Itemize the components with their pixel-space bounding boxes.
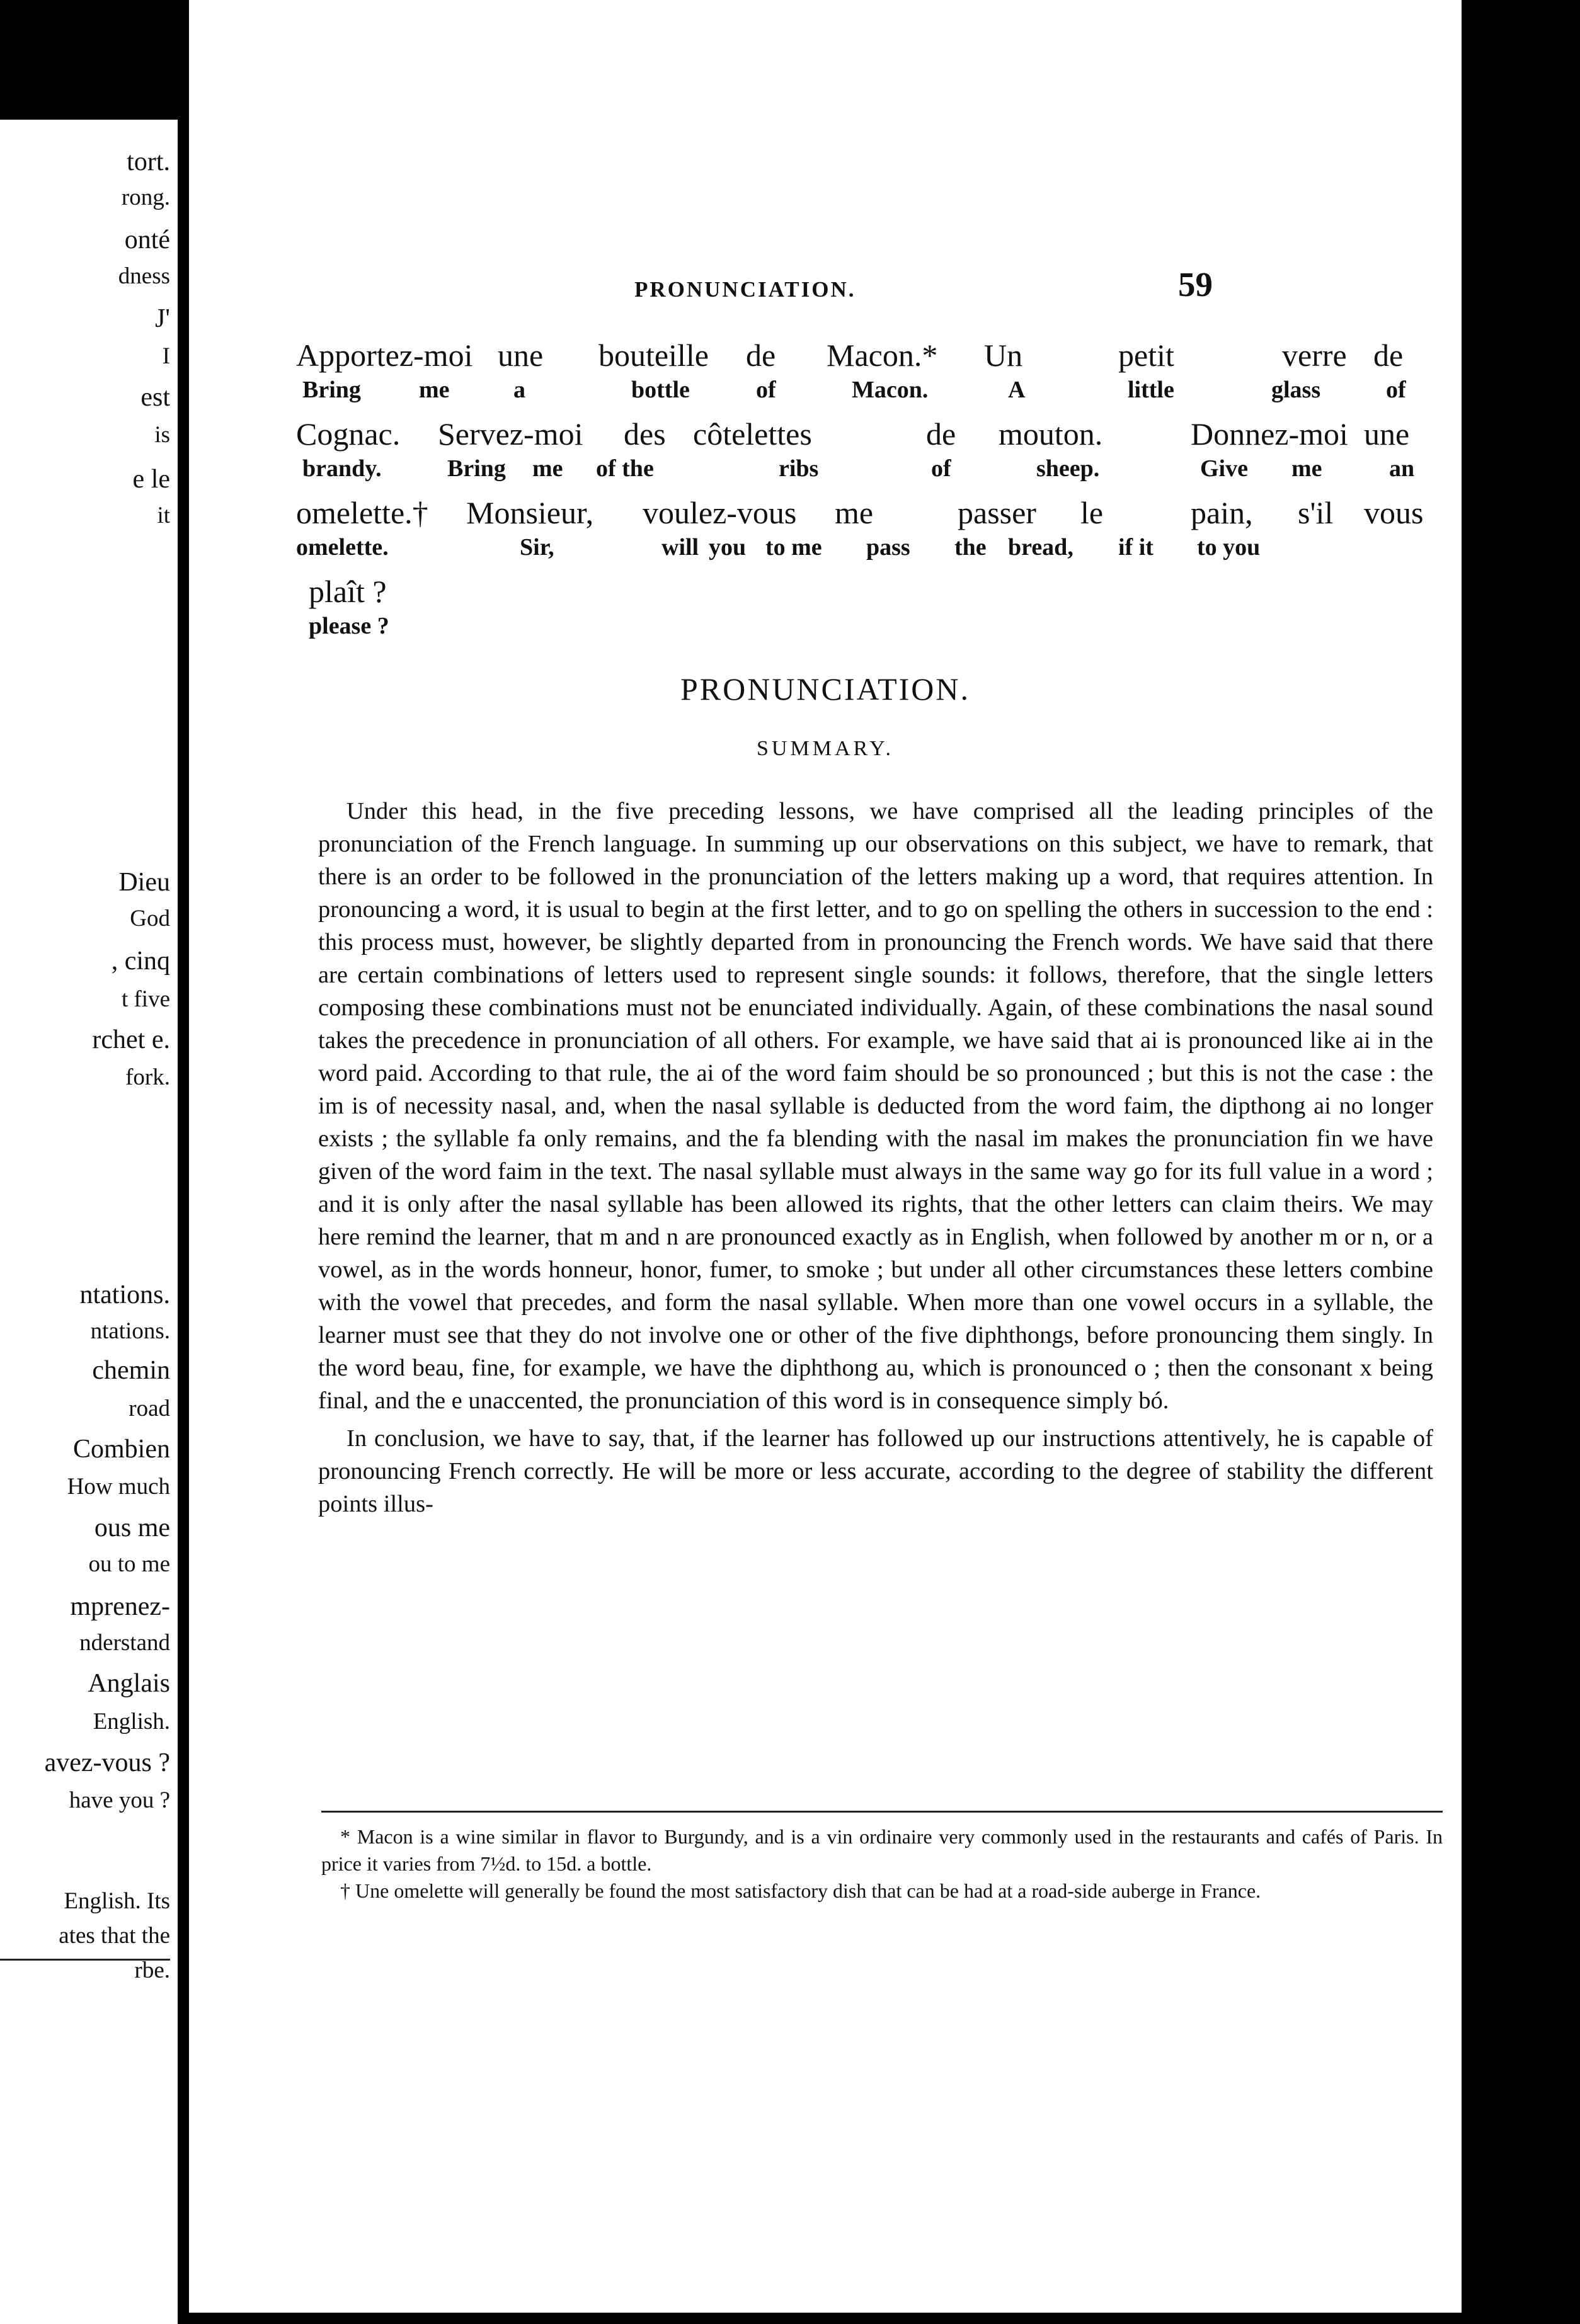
english-word: me [1291, 455, 1322, 482]
french-word: de [746, 338, 776, 373]
running-header [189, 265, 1462, 309]
french-word: plaît ? [309, 574, 387, 609]
english-word: me [532, 455, 563, 482]
english-word: sheep. [1036, 455, 1100, 482]
book-gutter [178, 120, 184, 2324]
english-word: A [1008, 377, 1026, 403]
left-page-line: ous me [94, 1513, 170, 1542]
french-word: côtelettes [693, 416, 812, 452]
body-paragraph: In conclusion, we have to say, that, if the learner has followed up our instructions attentively, he is capable of pronouncing French correctly. He will be more or less accurate, according to the degree of stability the different points illus- [318, 1425, 1433, 1517]
french-word: passer [958, 495, 1036, 530]
english-word: the [954, 534, 987, 561]
left-page-line: chemin [92, 1356, 170, 1385]
french-word: Monsieur, [466, 495, 594, 530]
page-59 [189, 0, 1462, 2313]
footnotes [321, 1823, 1443, 1905]
english-word: little [1128, 377, 1174, 403]
english-word: if it [1118, 534, 1154, 561]
english-word: of [1386, 377, 1406, 403]
french-word: Donnez-moi [1191, 416, 1348, 452]
french-word: une [1364, 416, 1410, 452]
section-subtitle: SUMMARY. [757, 737, 894, 760]
left-page-line: dness [118, 263, 170, 289]
french-word: de [1373, 338, 1404, 373]
left-page-line: God [130, 906, 170, 931]
footnote-rule [321, 1811, 1443, 1813]
french-word: Macon.* [827, 338, 938, 373]
english-word: omelette. [296, 534, 389, 561]
left-page-line: t five [121, 986, 170, 1012]
english-word: Macon. [852, 377, 929, 403]
footnote: † Une omelette will generally be found the most satisfactory dish that can be had at a road-side auberge in France. [340, 1879, 1261, 1902]
left-page-line: Combien [73, 1435, 170, 1464]
french-word: voulez-vous [643, 495, 797, 530]
english-word: will [661, 534, 699, 561]
left-page-line: have you ? [69, 1787, 170, 1813]
left-page-line: road [129, 1396, 170, 1421]
left-page-line: How much [67, 1474, 170, 1500]
english-word: of [931, 455, 951, 482]
french-word: de [926, 416, 956, 452]
left-page-line: rong. [121, 185, 170, 210]
left-page-line: it [157, 503, 170, 528]
english-word: Bring [447, 455, 506, 482]
left-page-line: is [154, 422, 170, 448]
left-page-line: English. [93, 1709, 170, 1734]
french-word: Servez-moi [438, 416, 583, 452]
left-page-line: ntations. [79, 1280, 170, 1309]
left-page-line: Anglais [88, 1669, 170, 1698]
english-word: pass [866, 534, 910, 561]
left-page-line: ates that the [59, 1923, 170, 1949]
left-page-line: , cinq [111, 947, 170, 976]
french-word: s'il [1298, 495, 1334, 530]
english-word: you [709, 534, 747, 561]
left-page-line: est [140, 383, 170, 412]
french-word: Apportez-moi [296, 338, 473, 373]
section-title: PRONUNCIATION. [680, 671, 971, 707]
french-word: vous [1364, 495, 1424, 530]
english-word: Give [1200, 455, 1248, 482]
english-word: bread, [1008, 534, 1073, 561]
french-word: bouteille [598, 338, 709, 373]
french-word: des [624, 416, 666, 452]
previous-page-fragment [0, 120, 178, 2324]
english-word: to you [1197, 534, 1261, 561]
english-word: to me [765, 534, 822, 561]
french-word: mouton. [999, 416, 1103, 452]
english-word: a [513, 377, 525, 403]
footnote: * Macon is a wine similar in flavor to Burgundy, and is a vin ordinaire very commonly used in the restaurants and cafés of Paris. In price it varies from 7½d. to 15d. a bottle. [321, 1825, 1443, 1875]
left-page-line: tort. [127, 147, 170, 176]
english-word: please ? [309, 613, 389, 639]
french-word: une [498, 338, 544, 373]
left-page-line: onté [124, 225, 170, 254]
french-word: me [835, 495, 874, 530]
english-word: me [419, 377, 450, 403]
left-page-line: rchet e. [92, 1025, 170, 1054]
english-word: brandy. [302, 455, 382, 482]
french-word: le [1080, 495, 1104, 530]
french-word: pain, [1191, 495, 1253, 530]
page-number: 59 [1178, 265, 1213, 304]
left-page-line: avez-vous ? [44, 1748, 170, 1777]
left-page-line: Dieu [118, 868, 170, 897]
english-word: of [756, 377, 776, 403]
french-word: Un [984, 338, 1023, 373]
body-paragraph: Under this head, in the five preceding lessons, we have comprised all the leading principles of the pronunciation of the French language. In summing up our observations on this subject, we have to remark, that there is an order to be followed in the pronunciation of the letters making up a word, that requires attention. In pronouncing a word, it is usual to begin at the first letter, and to go on spelling the others in succession to the end : this process must, however, be slightly departed from in pronouncing the French words. We have said that there are certain combinations of letters used to represent single sounds: it follows, therefore, that the single letters composing these combinations must not be enunciated individually. Again, of these combinations the nasal sound takes the precedence in pronunciation of all others. For example, we have said that ai is pronounced like ai in the word paid. According to that rule, the ai of the word faim should be so pronounced ; but this is not the case : the im is of necessity nasal, and, when the nasal syllable is deducted from the word faim, the dipthong ai no longer exists ; the syllable fa only remains, and the fa blending with the nasal im makes the pronunciation fin we have given of the word faim in the text. The nasal syllable must always in the same way go for its full value in a word ; and it is only after the nasal syllable has been allowed its rights, that the other letters can claim theirs. We may here remind the learner, that m and n are pronounced exactly as in English, when followed by another m or n, or a vowel, as in the words honneur, honor, fumer, to smoke ; but under all other circumstances these letters combine with the vowel that precedes, and form the nasal syllable. When more than one vowel occurs in a syllable, the learner must see that they do not involve one or other of the five diphthongs, before pronouncing them singly. In the word beau, fine, for example, we have the diphthong au, which is pronounced o ; then the consonant x being final, and the e unaccented, the pronunciation of this word is in consequence simply bó. [318, 798, 1433, 1414]
french-word: omelette.† [296, 495, 428, 530]
french-word: Cognac. [296, 416, 401, 452]
left-page-line: e le [132, 465, 170, 494]
english-word: glass [1271, 377, 1321, 403]
english-word: of the [596, 455, 654, 482]
english-word: bottle [631, 377, 690, 403]
english-word: ribs [779, 455, 819, 482]
left-page-line: mprenez- [70, 1592, 170, 1621]
english-word: Bring [302, 377, 361, 403]
french-word: petit [1118, 338, 1174, 373]
left-page-line: fork. [125, 1064, 170, 1090]
left-page-line: rbe. [134, 1957, 170, 1983]
left-page-line: English. Its [64, 1888, 170, 1914]
french-word: verre [1282, 338, 1347, 373]
running-title: PRONUNCIATION. [634, 277, 856, 302]
english-word: Sir, [520, 534, 554, 561]
summary-body [318, 795, 1433, 1520]
left-page-line: ntations. [90, 1318, 170, 1344]
left-page-line: I [162, 343, 170, 369]
left-page-line: ou to me [88, 1551, 170, 1577]
left-page-line: nderstand [79, 1630, 170, 1656]
left-page-line: J' [155, 304, 170, 333]
english-word: an [1389, 455, 1415, 482]
